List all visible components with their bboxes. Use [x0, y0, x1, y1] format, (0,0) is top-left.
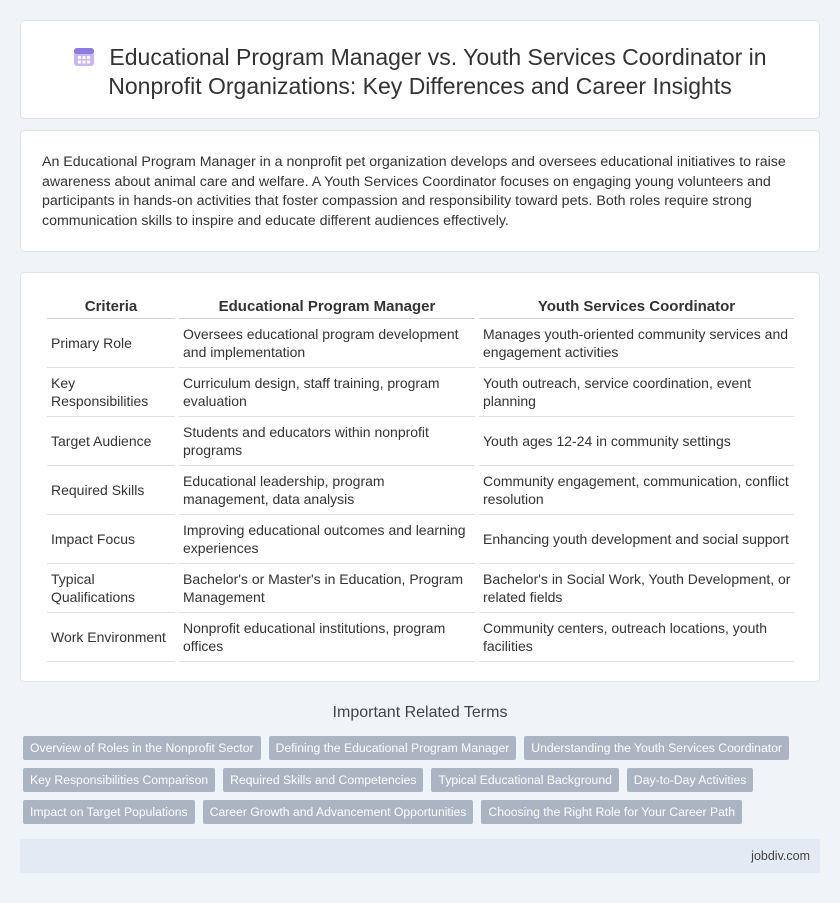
footer — [20, 839, 820, 873]
header-youth-services-coordinator: Youth Services Coordinator — [479, 297, 794, 319]
manager-cell: Nonprofit educational institutions, program offices — [179, 613, 475, 662]
intro-card — [20, 130, 820, 252]
table-header-row — [47, 297, 794, 319]
criteria-cell: Impact Focus — [47, 515, 175, 564]
table-row — [47, 515, 794, 564]
comparison-card — [20, 272, 820, 682]
related-term-tag[interactable]: Defining the Educational Program Manager — [269, 736, 517, 760]
criteria-cell: Key Responsibilities — [47, 368, 175, 417]
related-term-tag[interactable]: Key Responsibilities Comparison — [23, 768, 215, 792]
page-title-text: Educational Program Manager vs. Youth Services Coordinator in Nonprofit Organizations: Key Differences and Career Insights — [108, 44, 767, 99]
coordinator-cell: Bachelor's in Social Work, Youth Development, or related fields — [479, 564, 794, 613]
calendar-icon — [73, 45, 95, 67]
table-row — [47, 613, 794, 662]
table-row — [47, 319, 794, 368]
manager-cell: Improving educational outcomes and learning experiences — [179, 515, 475, 564]
related-term-tag[interactable]: Choosing the Right Role for Your Career Path — [481, 800, 742, 824]
table-row — [47, 417, 794, 466]
related-term-tag[interactable]: Career Growth and Advancement Opportunities — [203, 800, 474, 824]
criteria-cell: Target Audience — [47, 417, 175, 466]
coordinator-cell: Community engagement, communication, conflict resolution — [479, 466, 794, 515]
intro-paragraph: An Educational Program Manager in a nonprofit pet organization develops and oversees educational initiatives to raise awareness about animal care and welfare. A Youth Services Coordinator focuses on engaging young volunteers and participants in hands-on activities that foster compassion and responsibility toward pets. Both roles require strong communication skills to inspire and educate different audiences effectively. — [42, 154, 786, 229]
coordinator-cell: Community centers, outreach locations, youth facilities — [479, 613, 794, 662]
coordinator-cell: Enhancing youth development and social support — [479, 515, 794, 564]
table-row — [47, 466, 794, 515]
related-term-tag[interactable]: Day-to-Day Activities — [627, 768, 753, 792]
header-criteria: Criteria — [47, 297, 175, 319]
footer-site-link[interactable]: jobdiv.com — [751, 849, 810, 863]
manager-cell: Students and educators within nonprofit programs — [179, 417, 475, 466]
related-term-tag[interactable]: Required Skills and Competencies — [223, 768, 423, 792]
coordinator-cell: Manages youth-oriented community services and engagement activities — [479, 319, 794, 368]
criteria-cell: Typical Qualifications — [47, 564, 175, 613]
criteria-cell: Primary Role — [47, 319, 175, 368]
title-card — [20, 20, 820, 119]
related-term-tag[interactable]: Understanding the Youth Services Coordinator — [524, 736, 789, 760]
coordinator-cell: Youth ages 12-24 in community settings — [479, 417, 794, 466]
manager-cell: Educational leadership, program management, data analysis — [179, 466, 475, 515]
table-row — [47, 368, 794, 417]
related-terms-heading: Important Related Terms — [332, 704, 508, 721]
related-term-tag[interactable]: Impact on Target Populations — [23, 800, 195, 824]
manager-cell: Curriculum design, staff training, program evaluation — [179, 368, 475, 417]
related-term-tag[interactable]: Overview of Roles in the Nonprofit Sector — [23, 736, 261, 760]
manager-cell: Bachelor's or Master's in Education, Program Management — [179, 564, 475, 613]
criteria-cell: Work Environment — [47, 613, 175, 662]
comparison-table — [43, 297, 798, 662]
related-term-tag[interactable]: Typical Educational Background — [431, 768, 618, 792]
table-row — [47, 564, 794, 613]
coordinator-cell: Youth outreach, service coordination, event planning — [479, 368, 794, 417]
related-terms-list — [23, 736, 803, 832]
page-title — [21, 43, 819, 101]
criteria-cell: Required Skills — [47, 466, 175, 515]
manager-cell: Oversees educational program development and implementation — [179, 319, 475, 368]
header-educational-program-manager: Educational Program Manager — [179, 297, 475, 319]
